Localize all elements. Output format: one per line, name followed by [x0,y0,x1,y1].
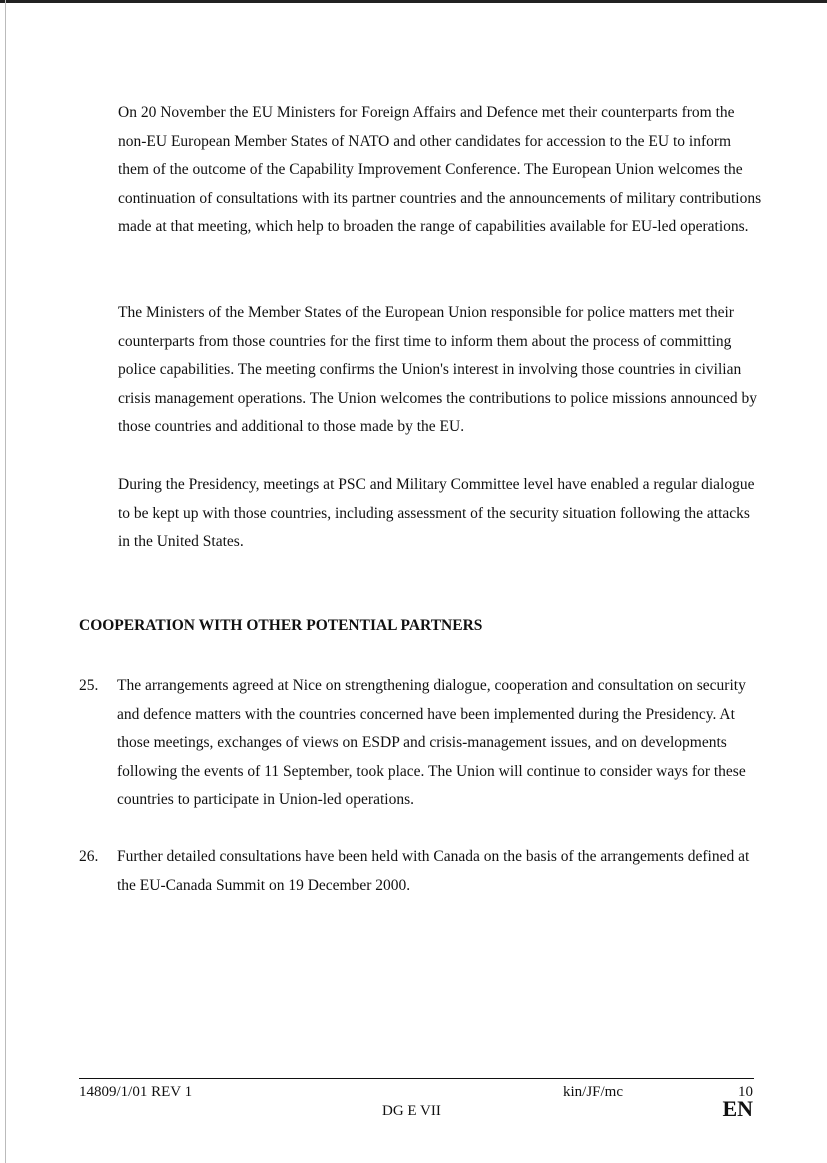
item-text: The arrangements agreed at Nice on strengthening dialogue, cooperation and consultation on security and defence matters with the countries concerned have been implemented during the Presidency. At those meetings, exchanges of views on ESDP and crisis-management issues, and on developments following the events of 11 September, took place. The Union will continue to consider ways for these countries to participate in Union-led operations. [117,677,746,808]
top-rule [0,0,827,3]
paragraph-ministers-meeting: On 20 November the EU Ministers for Foreign Affairs and Defence met their counterparts from the non-EU European Member States of NATO and other candidates for accession to the EU to inform them of the outcome of the Capability Improvement Conference. The European Union welcomes the continuation of consultations with its partner countries and the announcements of military contributions made at that meeting, which help to broaden the range of capabilities available for EU-led operations. [118,104,762,235]
item-number: 26. [79,848,99,865]
footer-language: EN [722,1096,753,1121]
footer-page-number: 10 [738,1084,753,1100]
item-number: 25. [79,677,99,694]
section-heading: COOPERATION WITH OTHER POTENTIAL PARTNERS [79,617,483,634]
footer-department: DG E VII [382,1103,441,1119]
footer-rule [79,1078,754,1079]
paragraph-police-ministers: The Ministers of the Member States of the European Union responsible for police matters met their counterparts from those countries for the first time to inform them about the process of committing police capabilities. The meeting confirms the Union's interest in involving those countries in civilian crisis management operations. The Union welcomes the contributions to police missions announced by those countries and additional to those made by the EU. [118,304,757,435]
footer-doc-ref: 14809/1/01 REV 1 [79,1084,193,1100]
footer-initials: kin/JF/mc [563,1084,624,1100]
paragraph-presidency-dialogue: During the Presidency, meetings at PSC and Military Committee level have enabled a regular dialogue to be kept up with those countries, including assessment of the security situation following the attacks in the United States. [118,476,755,550]
scan-edge [5,0,6,1163]
item-text: Further detailed consultations have been held with Canada on the basis of the arrangements defined at the EU-Canada Summit on 19 December 2000. [117,848,750,894]
